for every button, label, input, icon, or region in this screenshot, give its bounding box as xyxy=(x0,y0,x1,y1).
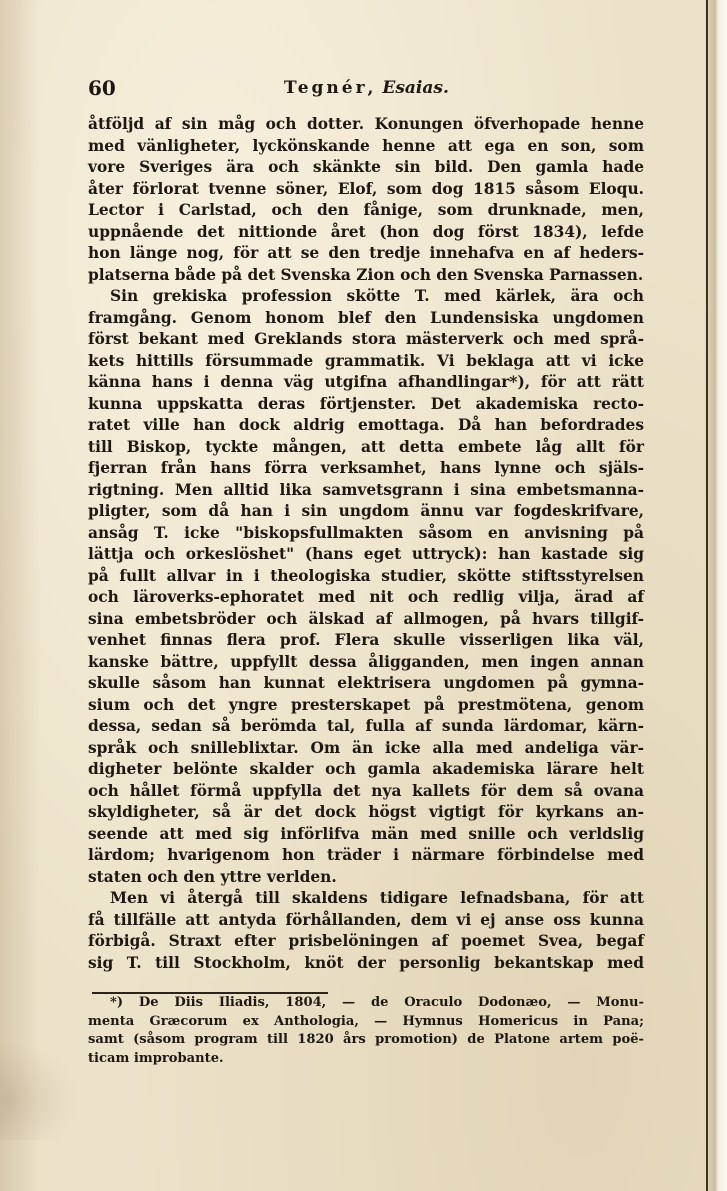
body-line: ansåg T. icke "biskopsfullmakten såsom en anvisning på xyxy=(88,523,644,542)
body-line: åtföljd af sin måg och dotter. Konungen öfverhopade henne xyxy=(88,115,644,133)
body-line: skyldigheter, så är det dock högst vigtigt för kyrkans an- xyxy=(88,803,644,821)
running-head-work: Esaias. xyxy=(382,78,449,98)
body-line: Sin grekiska profession skötte T. med kärlek, ära och xyxy=(110,287,644,305)
body-line: rigtning. Men alltid lika samvetsgrann i sina embetsmanna- xyxy=(88,480,644,499)
body-line: Lector i Carlstad, och den fånige, som drunknade, men, xyxy=(88,201,644,219)
body-line: kets hittills försummade grammatik. Vi beklaga att vi icke xyxy=(88,351,644,370)
body-line: venhet finnas flera prof. Flera skulle visserligen lika väl, xyxy=(88,631,644,649)
page-edge xyxy=(705,0,727,1191)
body-line: språk och snilleblixtar. Om än icke alla med andeliga vär- xyxy=(88,738,644,757)
page-number: 60 xyxy=(88,76,116,100)
body-line: pligter, som då han i sin ungdom ännu var fogdeskrifvare, xyxy=(88,502,644,520)
footnote-line: ticam improbante. xyxy=(88,1050,224,1066)
body-line: på fullt allvar in i theologiska studier, skötte stiftsstyrelsen xyxy=(88,566,644,585)
body-line: framgång. Genom honom blef den Lundensiska ungdomen xyxy=(88,308,644,327)
body-line: kanske bättre, uppfyllt dessa åligganden, men ingen annan xyxy=(88,652,644,671)
running-head xyxy=(284,78,449,98)
body-line: få tillfälle att antyda förhållanden, dem vi ej anse oss kunna xyxy=(88,910,644,929)
body-line: hon länge nog, för att se den tredje innehafva en af heders- xyxy=(88,244,644,262)
body-line: vore Sveriges ära och skänkte sin bild. Den gamla hade xyxy=(88,158,644,176)
body-line: först bekant med Greklands stora mästerverk och med språ- xyxy=(88,330,644,348)
body-line: fjerran från hans förra verksamhet, hans lynne och själs- xyxy=(88,459,644,477)
page-stain xyxy=(0,1040,80,1140)
footnote xyxy=(88,994,644,1068)
footnote-line: menta Græcorum ex Anthologia, — Hymnus Homericus in Pana; xyxy=(88,1013,644,1029)
body-line: sig T. till Stockholm, knöt der personlig bekantskap med xyxy=(88,953,644,972)
body-line: platserna både på det Svenska Zion och den Svenska Parnassen. xyxy=(88,265,644,284)
body-line: Men vi återgå till skaldens tidigare lefnadsbana, för att xyxy=(110,889,644,907)
page-shadow xyxy=(0,0,40,1191)
body-line: med vänligheter, lyckönskande henne att ega en son, som xyxy=(88,136,644,155)
page-edge-line xyxy=(706,0,708,1191)
body-line: och läroverks-ephoratet med nit och redlig vilja, ärad af xyxy=(88,588,644,606)
body-line: åter förlorat tvenne söner, Elof, som dog 1815 såsom Eloqu. xyxy=(88,179,644,198)
body-line: förbigå. Straxt efter prisbelöningen af poemet Svea, begaf xyxy=(88,932,644,950)
body-line: kunna uppskatta deras förtjenster. Det akademiska recto- xyxy=(88,394,644,413)
running-head-author: Tegnér xyxy=(284,78,368,98)
body-line: lärdom; hvarigenom hon träder i närmare förbindelse med xyxy=(88,846,644,864)
body-line: lättja och orkeslöshet" (hans eget uttryck): han kastade sig xyxy=(88,545,644,563)
body-line: seende att med sig införlifva män med snille och verldslig xyxy=(88,824,644,843)
body-line: ratet ville han dock aldrig emottaga. Då han befordrades xyxy=(88,416,644,434)
body-line: skulle såsom han kunnat elektrisera ungdomen på gymna- xyxy=(88,674,644,692)
body-line: uppnående det nittionde året (hon dog först 1834), lefde xyxy=(88,222,644,241)
body-line: digheter belönte skalder och gamla akademiska lärare helt xyxy=(88,760,644,778)
body-line: sina embetsbröder och älskad af allmogen, på hvars tillgif- xyxy=(88,609,644,628)
body-line: sium och det yngre presterskapet på prestmötena, genom xyxy=(88,695,644,714)
footnote-line: *) De Diis Iliadis, 1804, — de Oraculo Dodonæo, — Monu- xyxy=(110,995,644,1010)
running-head-separator: , xyxy=(367,78,374,98)
page-header xyxy=(88,76,648,104)
body-text xyxy=(88,114,644,974)
body-line: staten och den yttre verlden. xyxy=(88,867,337,886)
body-line: till Biskop, tyckte mången, att detta embete låg allt för xyxy=(88,437,644,456)
body-line: dessa, sedan så berömda tal, fulla af sunda lärdomar, kärn- xyxy=(88,717,644,735)
body-line: och hållet förmå uppfylla det nya kallets för dem så ovana xyxy=(88,781,644,800)
body-line: känna hans i denna väg utgifna afhandlingar*), för att rätt xyxy=(88,373,644,391)
footnote-line: samt (såsom program till 1820 års promotion) de Platone artem poë- xyxy=(88,1032,644,1047)
